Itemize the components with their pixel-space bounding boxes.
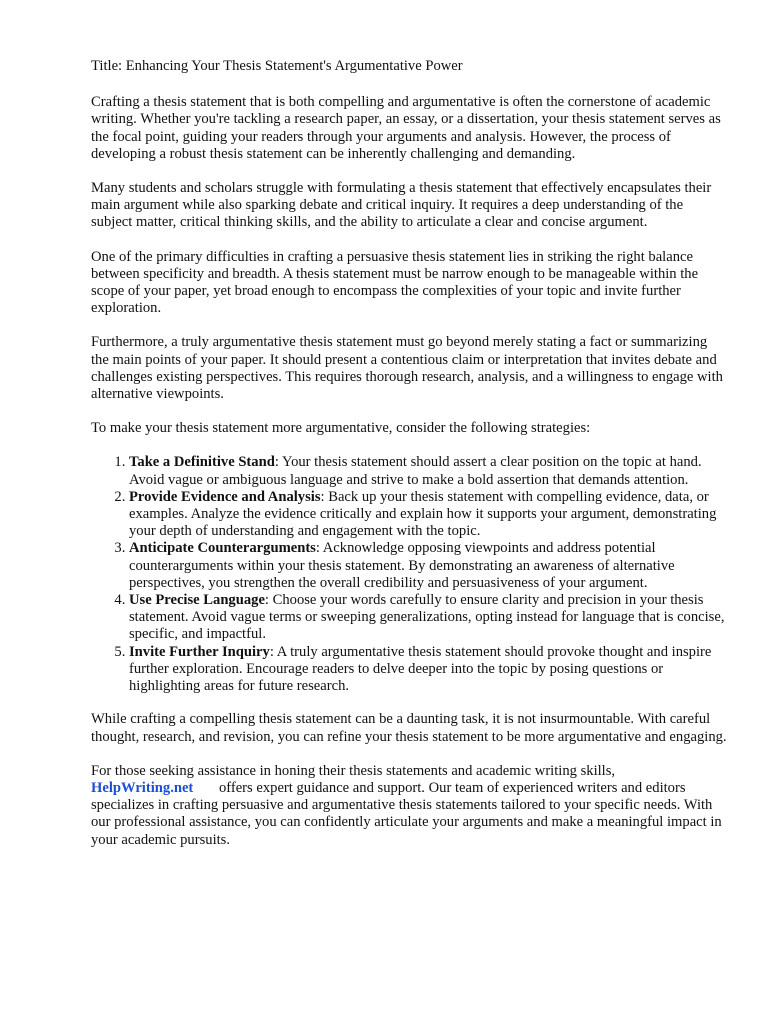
final-intro-text: For those seeking assistance in honing their thesis statements and academic writing skills, [91, 762, 616, 779]
document-title: Title: Enhancing Your Thesis Statement's Argumentative Power [91, 58, 463, 74]
paragraph-strategies-intro: To make your thesis statement more argumentative, consider the following strategies: [91, 420, 591, 437]
paragraph-closing: While crafting a compelling thesis statement can be a daunting task, it is not insurmountable. With careful thought, research, and revision, you can refine your thesis statement to be more argumentative and engaging. [91, 711, 727, 745]
paragraph-intro: Crafting a thesis statement that is both compelling and argumentative is often the cornerstone of academic writing. Whether you're tackling a research paper, an essay, or a dissertation, your thesis statement serves as the focal point, guiding your readers through your arguments and analysis. However, the process of developing a robust thesis statement can be inherently challenging and demanding. [91, 94, 721, 162]
list-item [129, 592, 727, 644]
paragraph-difficulties: One of the primary difficulties in crafting a persuasive thesis statement lies in striking the right balance between specificity and breadth. A thesis statement must be narrow enough to be manageable within the scope of your paper, yet broad enough to encompass the complexities of your topic and invite further exploration. [91, 248, 699, 317]
strategy-text: : Back up your thesis statement with compelling evidence, data, or examples. Analyze the evidence critically and explain how it supports your argument, demonstrating your depth of understanding and engagement with the topic. [129, 488, 717, 540]
strategy-title: Use Precise Language [129, 592, 265, 609]
strategy-text: : A truly argumentative thesis statement should provoke thought and inspire further exploration. Encourage readers to delve deeper into the topic by posing questions or highlighting areas for future research. [129, 643, 712, 695]
strategy-text: : Your thesis statement should assert a clear position on the topic at hand. Avoid vague or ambiguous language and strive to make a bold assertion that demands attention. [129, 454, 702, 488]
paragraph-furthermore: Furthermore, a truly argumentative thesis statement must go beyond merely stating a fact or summarizing the main points of your paper. It should present a contentious claim or interpretation that invites debate and challenges existing perspectives. This requires thorough research, analysis, and a willingness to engage with alternative viewpoints. [91, 334, 723, 403]
paragraph-struggle: Many students and scholars struggle with formulating a thesis statement that effectively encapsulates their main argument while also sparking debate and critical inquiry. It requires a deep understanding of the subject matter, critical thinking skills, and the ability to articulate a clear and concise argument. [91, 180, 712, 231]
strategy-title: Anticipate Counterarguments [129, 540, 316, 557]
list-item [129, 540, 727, 592]
strategy-title: Provide Evidence and Analysis [129, 488, 321, 505]
strategy-title: Invite Further Inquiry [129, 643, 270, 660]
final-outro-text: offers expert guidance and support. Our team of experienced writers and editors specializes in crafting persuasive and argumentative thesis statements tailored to your specific needs. With our professional assistance, you can confidently articulate your arguments and make a meaningful impact in your academic pursuits. [91, 779, 722, 848]
list-item [129, 644, 727, 696]
strategy-title: Take a Definitive Stand [129, 454, 275, 471]
strategy-list [91, 454, 727, 695]
strategy-text: : Choose your words carefully to ensure clarity and precision in your thesis statement. Avoid vague terms or sweeping generalizations, opting instead for language that is concise, specific, and impactful. [129, 592, 725, 643]
list-item [129, 489, 727, 541]
helpwriting-link[interactable]: HelpWriting.net [91, 779, 194, 796]
document-page [91, 58, 727, 866]
list-item [129, 454, 727, 488]
paragraph-final [91, 763, 727, 849]
strategy-text: : Acknowledge opposing viewpoints and address potential counterarguments within your thesis statement. By demonstrating an awareness of alternative perspectives, you strengthen the overall credibility and persuasiveness of your argument. [129, 540, 675, 591]
